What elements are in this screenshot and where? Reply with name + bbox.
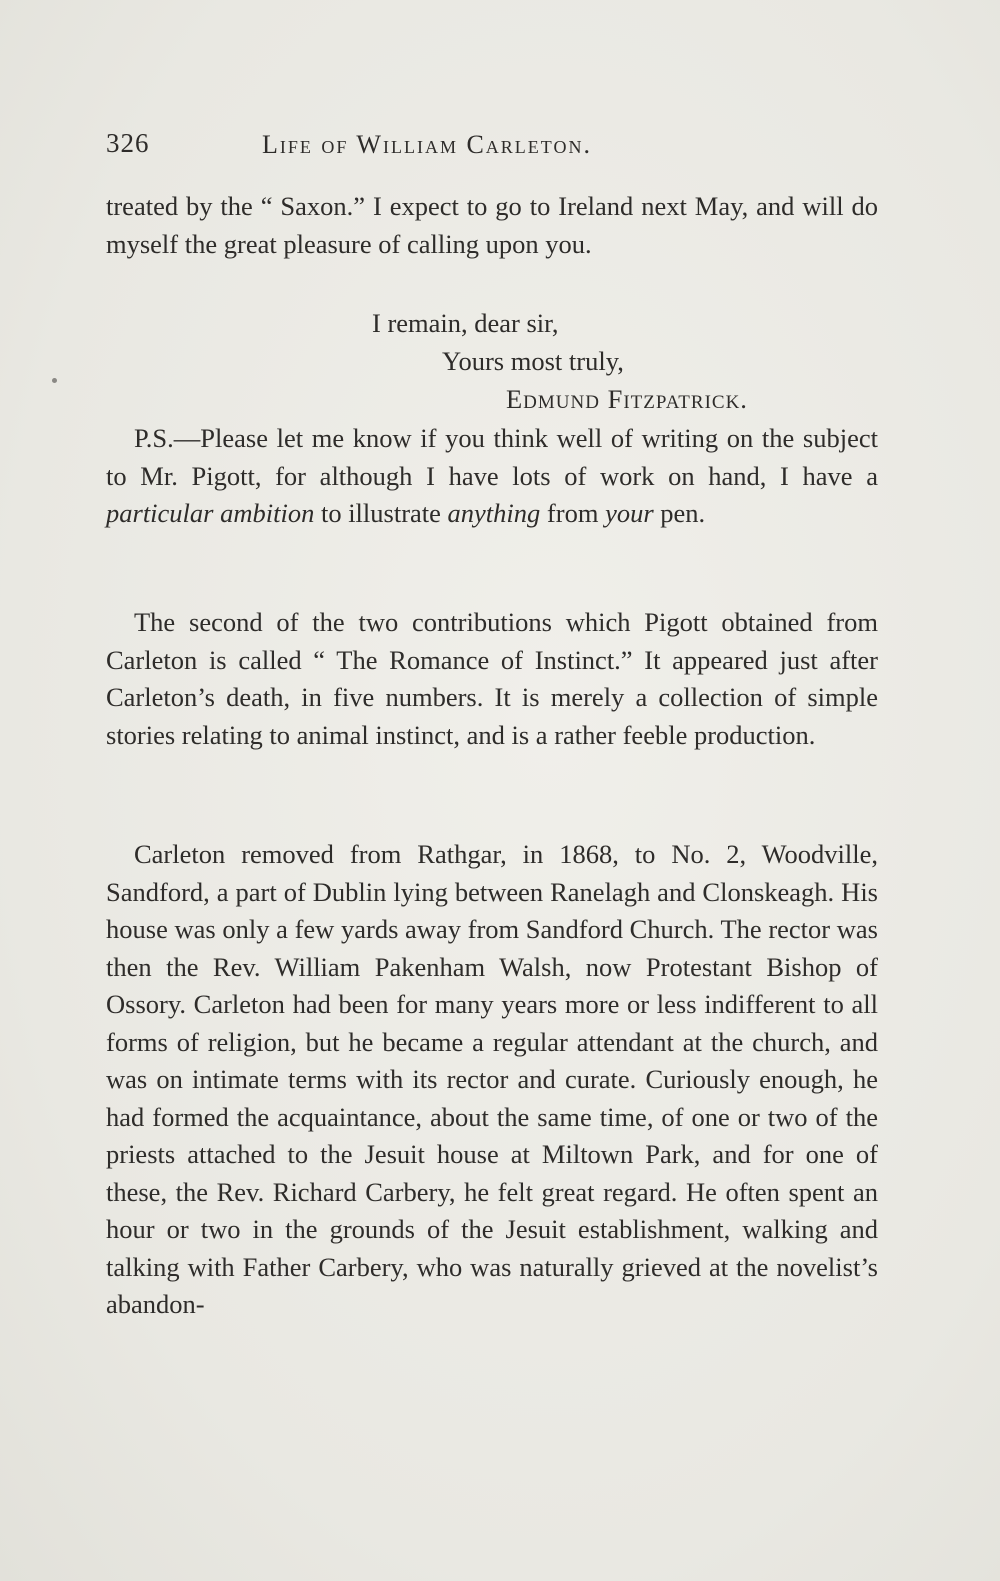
- postscript-emphasis-3: your: [605, 498, 654, 528]
- letter-closing-line-1: I remain, dear sir,: [372, 308, 559, 338]
- letter-continuation: [106, 188, 878, 263]
- running-head: [106, 128, 876, 168]
- postscript-emphasis-1: particular ambition: [106, 498, 315, 528]
- margin-speck: [52, 378, 57, 383]
- postscript-emphasis-2: anything: [447, 498, 541, 528]
- letter-closing-line-2: Yours most truly,: [442, 346, 624, 376]
- body-paragraph-1: [106, 604, 878, 754]
- postscript-part-1: P.S.—Please let me know if you think well of writing on the subject to Mr. Pigott, for although I have lots of work on hand, I have a: [106, 423, 878, 491]
- postscript-part-3: from: [540, 498, 606, 528]
- page-number: 326: [106, 128, 150, 158]
- body-paragraph-2: [106, 836, 878, 1324]
- postscript-part-2: to illustrate: [314, 498, 448, 528]
- postscript-part-4: pen.: [653, 498, 706, 528]
- letter-signature: Edmund Fitzpatrick.: [506, 384, 748, 414]
- letter-continuation-text: treated by the “ Saxon.” I expect to go to Ireland next May, and will do myself the great pleasure of calling upon you.: [106, 191, 878, 259]
- paragraph-text: Carleton removed from Rathgar, in 1868, to No. 2, Woodville, Sandford, a part of Dublin lying between Ranelagh and Clonskeagh. His house was only a few yards away from Sandford Church. The rector was then the Rev. William Pakenham Walsh, now Protestant Bishop of Ossory. Carleton had been for many years more or less indifferent to all forms of religion, but he became a regular attendant at the church, and was on intimate terms with its rector and curate. Curiously enough, he had formed the acquaintance, about the same time, of one or two of the priests attached to the Jesuit house at Miltown Park, and for one of these, the Rev. Richard Carbery, he felt great regard. He often spent an hour or two in the grounds of the Jesuit establishment, walking and talking with Father Carbery, who was naturally grieved at the novelist’s abandon-: [106, 839, 878, 1319]
- postscript: [106, 420, 878, 533]
- postscript-text: [106, 420, 878, 533]
- paragraph-text: The second of the two contributions which Pigott obtained from Carleton is called “ The Romance of Instinct.” It appeared just after Carleton’s death, in five numbers. It is merely a collection of simple stories relating to animal instinct, and is a rather feeble production.: [106, 607, 878, 750]
- running-title: Life of William Carleton.: [262, 130, 592, 159]
